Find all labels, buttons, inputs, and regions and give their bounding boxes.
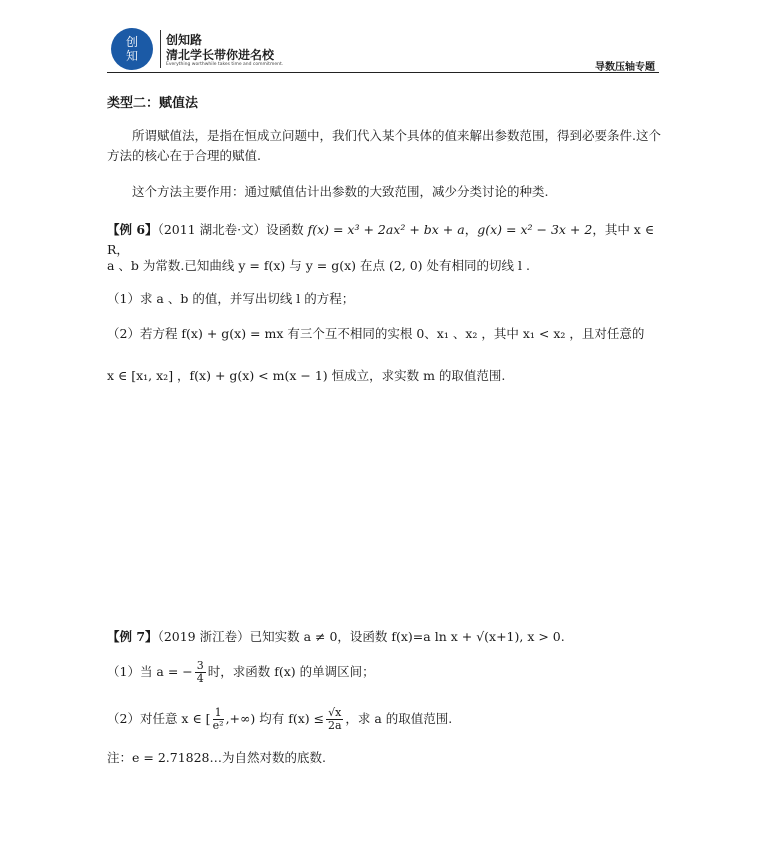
example6-sep: ，: [464, 222, 478, 237]
example6-g-def: g(x) = x² − 3x + 2: [477, 222, 593, 237]
example6-f-def: f(x) = x³ + 2ax² + bx + a: [307, 222, 465, 237]
example7-label: 【例 7】: [107, 629, 158, 644]
example6-cond: ，其中 x ∈ R，: [107, 222, 655, 257]
example6-line1: [107, 220, 662, 260]
example7-q2-mid: ,+∞) 均有 f(x) ≤: [225, 711, 325, 726]
example6-source: （2011 湖北卷·文）设函数: [157, 222, 304, 237]
example7-q1-pre: （1）当 a = −: [107, 664, 193, 679]
header-rule: [107, 72, 659, 73]
fraction-one-over-e2: [213, 707, 224, 732]
example7-q1: [107, 660, 662, 685]
fraction-denominator: e²: [212, 719, 224, 732]
fraction-numerator: 1: [214, 706, 222, 719]
example6-q1: （1）求 a 、b 的值，并写出切线 l 的方程；: [107, 291, 355, 306]
example7-q2: [107, 707, 662, 732]
example7-stem-line: [107, 627, 662, 647]
fraction-denominator: 4: [196, 672, 204, 685]
intro-paragraph: 所谓赋值法，是指在恒成立问题中，我们代入某个具体的值来解出参数范围，得到必要条件.这个方法的核心在于合理的赋值.: [107, 128, 661, 163]
example6-line2: a 、b 为常数.已知曲线 y = f(x) 与 y = g(x) 在点 (2, 0) 处有相同的切线 l .: [107, 258, 530, 273]
topic-title: 导数压轴专题: [595, 62, 655, 73]
example7-stem: （2019 浙江卷）已知实数 a ≠ 0，设函数 f(x)=a ln x + √(x+1), x > 0.: [157, 629, 565, 644]
logo-char-top: 创: [125, 35, 138, 49]
brand-tagline: Everything worthwhile takes time and commitment.: [166, 62, 284, 67]
fraction-numerator: √x: [328, 706, 342, 719]
example7-note: 注：e = 2.71828…为自然对数的底数.: [107, 750, 326, 765]
brand-slogan: 清北学长带你进名校: [166, 48, 275, 62]
example6-q2a: （2）若方程 f(x) + g(x) = mx 有三个互不相同的实根 0、x₁ 、x₂ ，其中 x₁ < x₂ ，且对任意的: [107, 326, 645, 341]
brand-name: 创知路: [166, 33, 203, 47]
fraction-three-quarters: [195, 660, 206, 685]
example6-label: 【例 6】: [107, 222, 158, 237]
logo-emblem: [111, 28, 153, 70]
section-title: 类型二：赋值法: [107, 96, 199, 111]
fraction-numerator: 3: [196, 659, 204, 672]
purpose-paragraph: 这个方法主要作用：通过赋值估计出参数的大致范围，减少分类讨论的种类.: [132, 184, 549, 199]
example7-q2-pre: （2）对任意 x ∈ [: [107, 711, 211, 726]
example7-q1-post: 时，求函数 f(x) 的单调区间；: [207, 664, 375, 679]
fraction-sqrtx-over-2a: [326, 707, 343, 732]
example6-q2b: x ∈ [x₁, x₂] ，f(x) + g(x) < m(x − 1) 恒成立，求实数 m 的取值范围.: [107, 368, 506, 383]
logo-char-bottom: 知: [125, 49, 138, 63]
example7-q2-post: ，求 a 的取值范围.: [345, 711, 453, 726]
logo-divider: [160, 30, 161, 68]
fraction-denominator: 2a: [327, 719, 342, 732]
